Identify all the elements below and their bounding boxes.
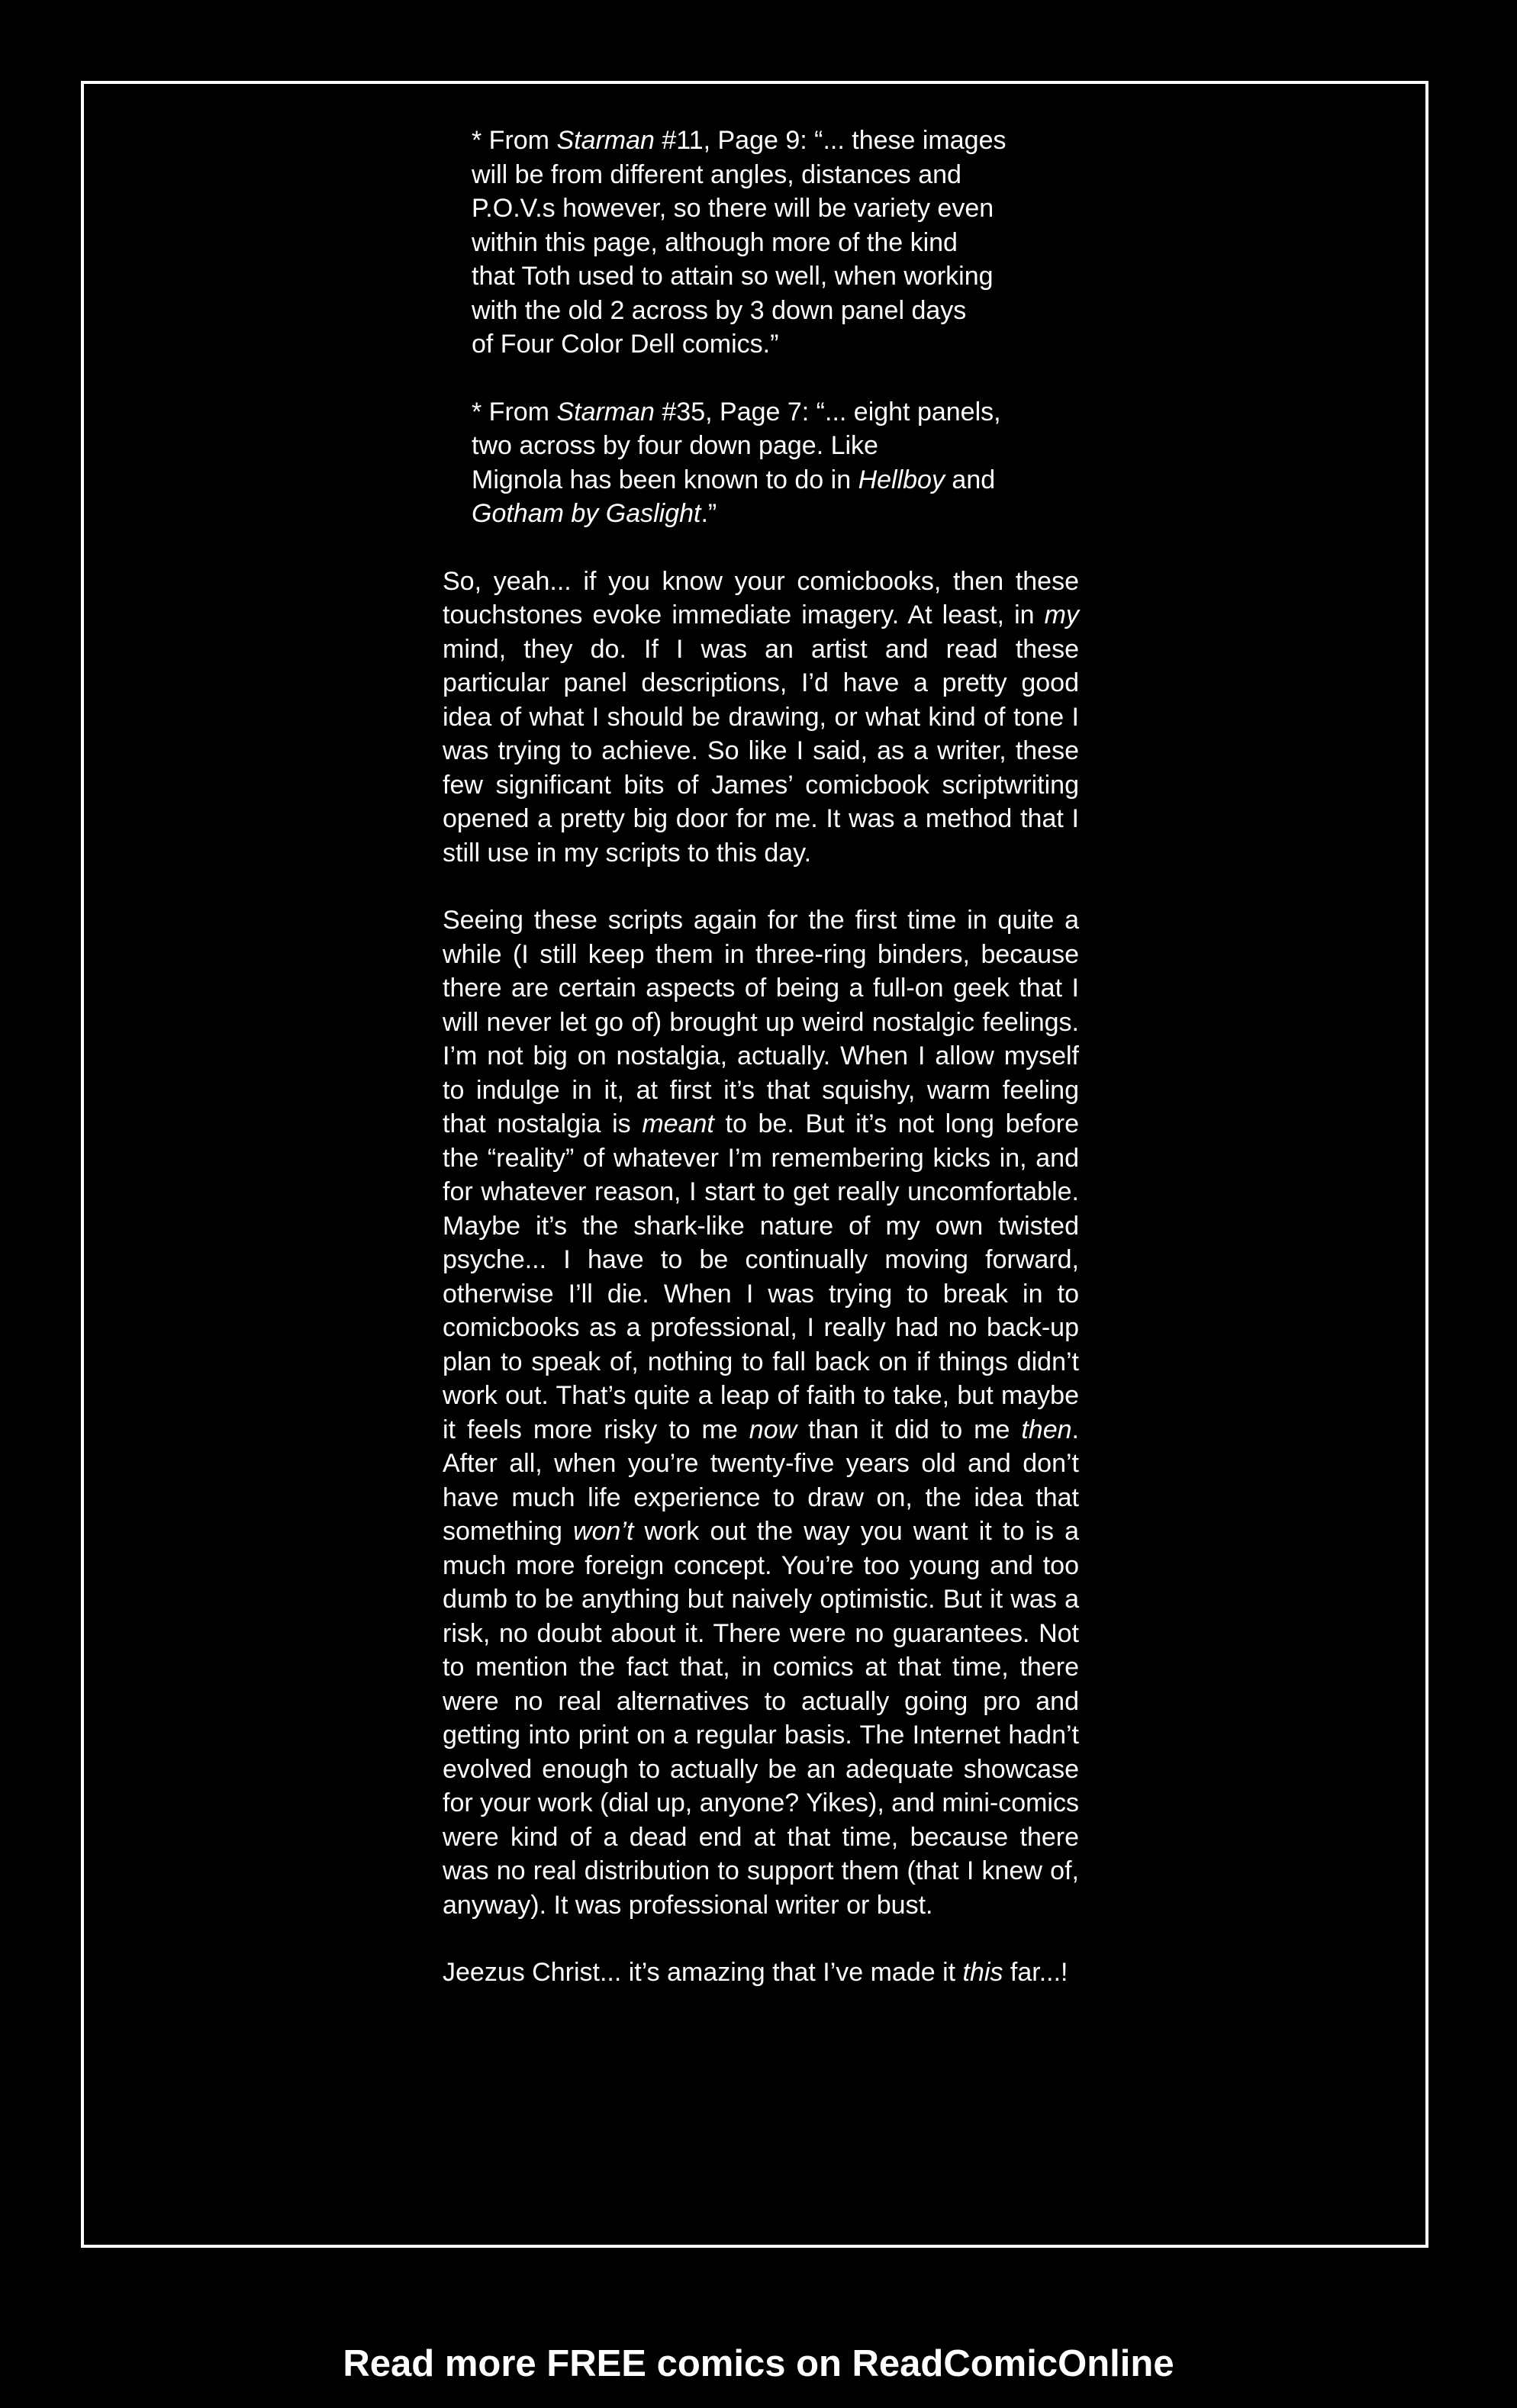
paragraph-closing: Jeezus Christ... it’s amazing that I’ve made it this far...! (443, 1958, 1068, 1987)
script-quote-starman-11: * From Starman #11, Page 9: “... these images will be from different angles, distances and P.O.V.s however, so there will be variety even within this page, although more of the kind that Toth used to attain so well, when working with the old 2 across by 3 down panel days of Four Color Dell comics.” (472, 126, 1007, 359)
paragraph-nostalgia: Seeing these scripts again for the first time in quite a while (I still keep them in three-ring binders, because there are certain aspects of being a full-on geek that I will never let go of) brought up weird nostalgic feelings. I’m not big on nostalgia, actually. When I allow myself to indulge in it, at first it’s that squishy, warm feeling that nostalgia is meant to be. But it’s not long before the “reality” of whatever I’m remembering kicks in, and for whatever reason, I start to get really uncomfortable. Maybe it’s the shark-like nature of my own twisted psyche... I have to be continually moving forward, otherwise I’ll die. When I was trying to break in to comicbooks as a professional, I really had no back-up plan to speak of, nothing to fall back on if things didn’t work out. That’s quite a leap of faith to take, but maybe it feels more risky to me now than it did to me then. After all, when you’re twenty-five years old and don’t have much life experience to draw on, the idea that something won’t work out the way you want it to is a much more foreign concept. You’re too young and too dumb to be anything but naively optimistic. But it was a risk, no doubt about it. There were no guarantees. Not to mention the fact that, in comics at that time, there were no real alternatives to actually going pro and getting into print on a regular basis. The Internet hadn’t evolved enough to actually be an adequate showcase for your work (dial up, anyone? Yikes), and mini-comics were kind of a dead end at that time, because there was no real distribution to support them (that I knew of, anyway). It was professional writer or bust. (443, 906, 1079, 1920)
footer-banner-link[interactable]: Read more FREE comics on ReadComicOnline (343, 2343, 1174, 2384)
script-quote-starman-35: * From Starman #35, Page 7: “... eight panels, two across by four down page. Like Mignola has been known to do in Hellboy and Gotham by Gaslight.” (472, 397, 1001, 528)
paragraph-touchstones: So, yeah... if you know your comicbooks, then these touchstones evoke immediate imagery. At least, in my mind, they do. If I was an artist and read these particular panel descriptions, I’d have a pretty good idea of what I should be drawing, or what kind of tone I was trying to achieve. So like I said, as a writer, these few significant bits of James’ comicbook scriptwriting opened a pretty big door for me. It was a method that I still use in my scripts to this day. (443, 566, 1079, 868)
text-column (443, 124, 1079, 2016)
